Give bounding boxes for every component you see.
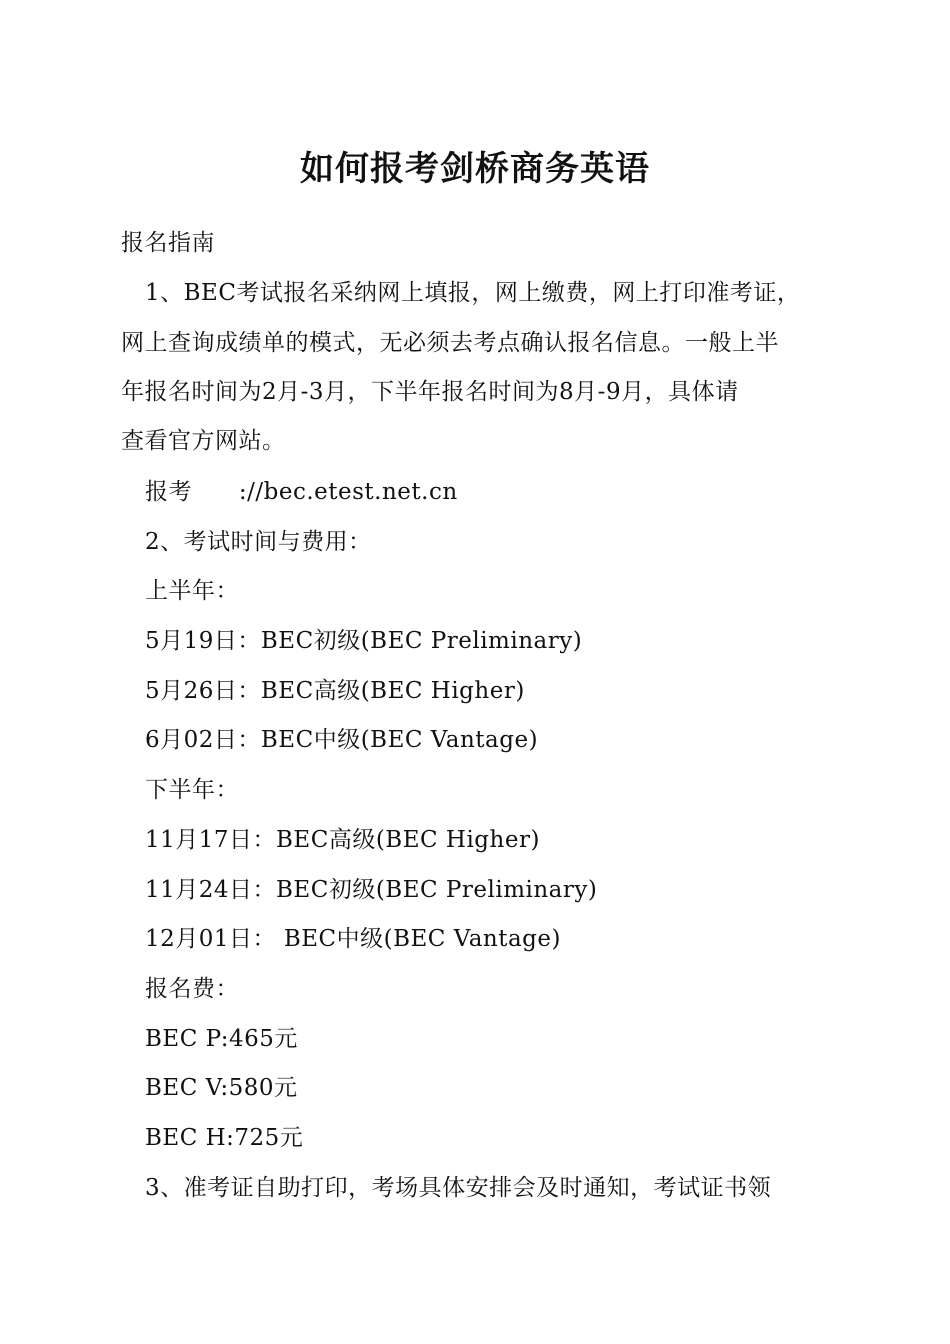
first-half-label: 上半年： [145, 578, 239, 604]
schedule-item: 11月17日：BEC高级(BEC Higher) [145, 827, 540, 853]
register-link-line: 报考 ://bec.etest.net.cn [145, 479, 458, 505]
paragraph-1-line-3: 年报名时间为2月-3月，下半年报名时间为8月-9月，具体请 [121, 379, 739, 405]
schedule-item: 11月24日：BEC初级(BEC Preliminary) [145, 877, 598, 903]
schedule-item: 5月26日：BEC高级(BEC Higher) [145, 678, 525, 704]
section-heading: 报名指南 [121, 230, 215, 256]
document-title: 如何报考剑桥商务英语 [300, 149, 650, 189]
schedule-item: 5月19日：BEC初级(BEC Preliminary) [145, 628, 583, 654]
paragraph-1-line-2: 网上查询成绩单的模式，无必须去考点确认报名信息。一般上半 [121, 330, 779, 356]
second-half-label: 下半年： [145, 777, 239, 803]
schedule-item: 12月01日： BEC中级(BEC Vantage) [145, 926, 561, 952]
fees-label: 报名费： [145, 976, 239, 1002]
section-3-line-1: 3、准考证自助打印，考场具体安排会及时通知，考试证书领 [145, 1175, 772, 1201]
fee-item: BEC P:465元 [145, 1026, 298, 1052]
section-2-heading: 2、考试时间与费用： [145, 529, 372, 555]
paragraph-1-line-1: 1、BEC考试报名采纳网上填报，网上缴费，网上打印准考证， [145, 280, 801, 306]
fee-item: BEC V:580元 [145, 1075, 298, 1101]
paragraph-1-line-4: 查看官方网站。 [121, 428, 286, 454]
schedule-item: 6月02日：BEC中级(BEC Vantage) [145, 727, 539, 753]
fee-item: BEC H:725元 [145, 1125, 304, 1151]
